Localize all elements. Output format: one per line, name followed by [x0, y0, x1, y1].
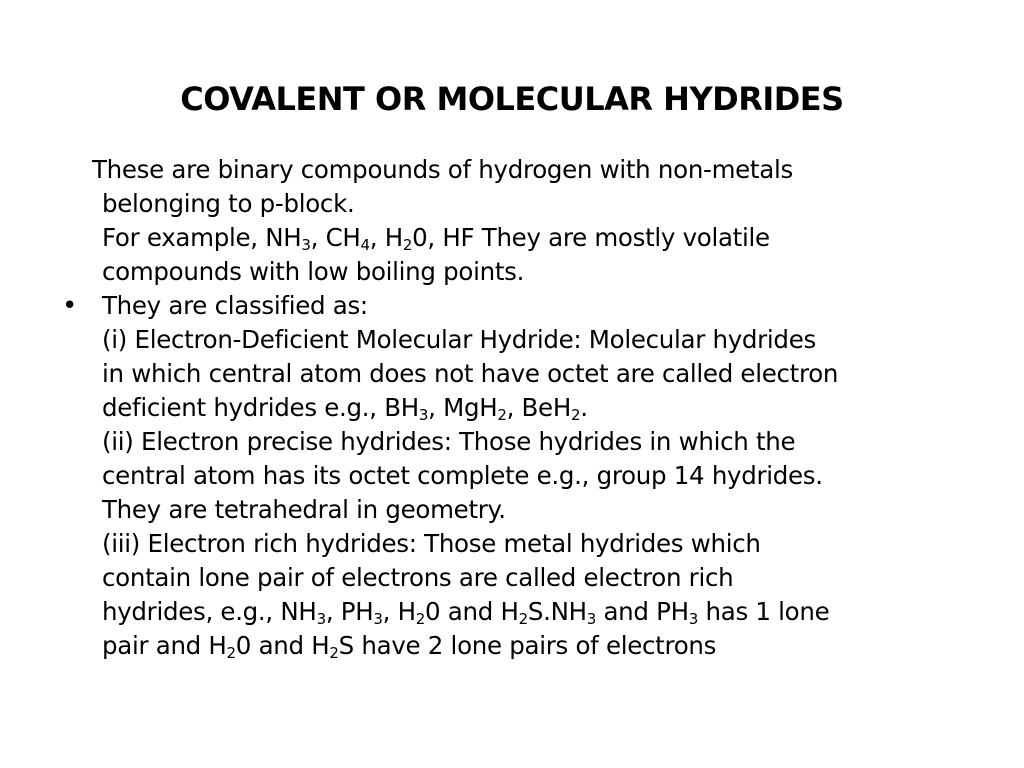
text-run: , MgH: [428, 393, 498, 422]
classified-paragraph: [62, 289, 962, 663]
text-run: , H: [369, 223, 403, 252]
intro-line-3: [102, 221, 962, 255]
intro-line-2: belonging to p-block.: [102, 189, 355, 218]
text-run: S have 2 lone pairs of electrons: [338, 631, 717, 660]
subscript: 2: [497, 406, 507, 424]
text-run: has 1 lone: [698, 597, 830, 626]
subscript: 2: [402, 236, 413, 254]
classified-line-1: They are classified as:: [102, 291, 368, 320]
classified-line-2: (i) Electron-Deficient Molecular Hydride: Molecular hydrides: [102, 325, 816, 354]
bullet-marker: •: [62, 291, 78, 321]
subscript: 2: [226, 644, 236, 662]
text-run: , BeH: [506, 393, 571, 422]
subscript: 3: [316, 610, 326, 628]
subscript: 3: [373, 610, 383, 628]
text-run: 0 and H: [425, 597, 519, 626]
classified-line-8: (iii) Electron rich hydrides: Those metal hydrides which: [102, 529, 761, 558]
intro-line-4: compounds with low boiling points.: [102, 257, 525, 286]
intro-line-1: These are binary compounds of hydrogen with non-metals: [92, 155, 793, 184]
text-run: , CH: [310, 223, 361, 252]
slide-body: [62, 153, 962, 663]
slide-title: COVALENT OR MOLECULAR HYDRIDES: [180, 80, 844, 118]
text-run: 0 and H: [235, 631, 330, 660]
text-run: .: [580, 393, 588, 422]
text-run: and PH: [595, 597, 689, 626]
text-run: , PH: [325, 597, 374, 626]
classified-line-9: contain lone pair of electrons are called electron rich: [102, 563, 734, 592]
text-run: pair and H: [102, 631, 227, 660]
text-run: For example, NH: [102, 223, 302, 252]
classified-line-11: [102, 629, 962, 663]
subscript: 3: [301, 236, 311, 254]
classified-line-3: in which central atom does not have octet are called electron: [102, 359, 839, 388]
subscript: 2: [415, 610, 425, 628]
classified-line-5: (ii) Electron precise hydrides: Those hydrides in which the: [102, 427, 796, 456]
subscript: 3: [586, 610, 596, 628]
text-run: hydrides, e.g., NH: [102, 597, 317, 626]
subscript: 2: [518, 610, 528, 628]
text-run: , H: [382, 597, 416, 626]
classified-line-6: central atom has its octet complete e.g., group 14 hydrides.: [102, 461, 823, 490]
classified-line-10: [102, 595, 962, 629]
text-run: deficient hydrides e.g., BH: [102, 393, 419, 422]
subscript: 3: [688, 610, 699, 628]
subscript: 3: [418, 406, 429, 424]
subscript: 2: [570, 406, 581, 424]
text-run: S.NH: [527, 597, 587, 626]
intro-paragraph: [62, 153, 962, 289]
classified-line-7: They are tetrahedral in geometry.: [102, 495, 506, 524]
text-run: 0, HF They are mostly volatile: [412, 223, 770, 252]
subscript: 2: [329, 644, 339, 662]
classified-line-4: [102, 391, 962, 425]
subscript: 4: [360, 236, 370, 254]
